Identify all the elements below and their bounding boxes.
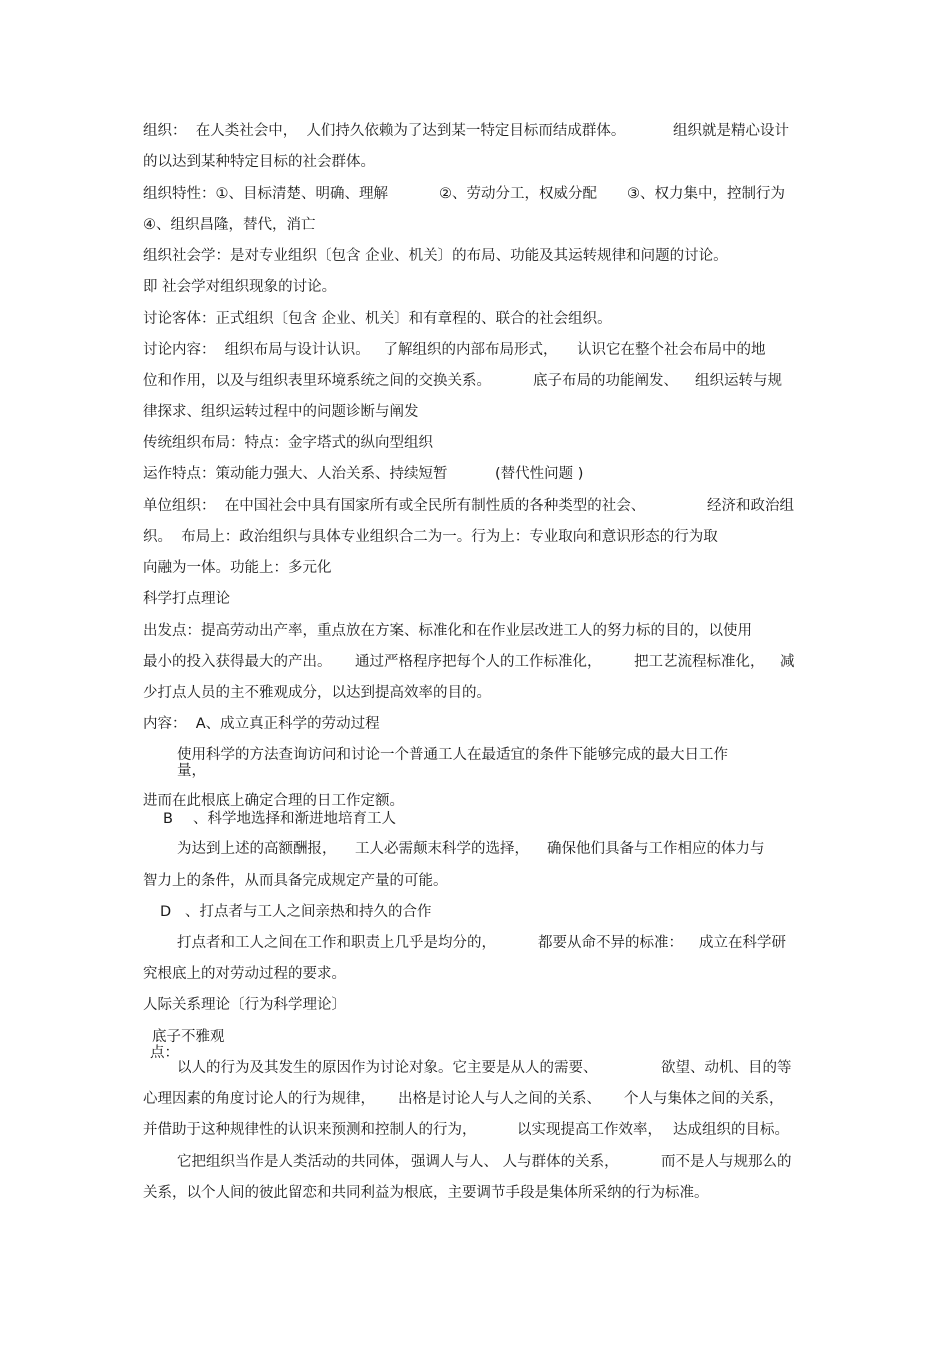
text-segment: 强调人与人、 人与群体的关系，: [411, 1154, 619, 1170]
text-segment: 即 社会学对组织现象的讨论。: [143, 279, 337, 295]
text-segment: 内容： A、成立真正科学的劳动过程: [143, 716, 380, 732]
text-line: [143, 403, 419, 421]
text-segment: 使用科学的方法查询访问和讨论一个普通工人在最适宜的条件下能够完成的最大日工作: [177, 747, 728, 763]
text-line: [143, 1184, 709, 1202]
text-line: [143, 185, 785, 203]
text-segment: 向融为一体。功能上：多元化: [143, 560, 332, 576]
text-segment: 个人与集体之间的关系，: [624, 1091, 784, 1107]
text-line: [160, 903, 432, 921]
text-segment: 工人必需颠末科学的选择，: [355, 841, 529, 857]
text-segment: 讨论内容： 组织布局与设计认识。 了解组织的内部布局形式，: [143, 342, 558, 358]
text-segment: 最小的投入获得最大的产出。: [143, 654, 332, 670]
text-line: [143, 310, 612, 328]
text-line: [177, 1153, 792, 1171]
text-segment: 而不是人与规那么的: [661, 1154, 792, 1170]
text-line: [150, 1044, 179, 1062]
text-line: [177, 746, 728, 764]
text-line: [143, 792, 404, 810]
text-line: [143, 247, 728, 265]
section-heading: [143, 590, 230, 608]
text-line: [143, 965, 346, 983]
text-segment: 出格是讨论人与人之间的关系、: [398, 1091, 601, 1107]
text-segment: ②、劳动分工，权威分配: [439, 186, 597, 202]
text-line: [143, 622, 752, 640]
text-line: [143, 372, 782, 390]
text-line: [143, 653, 795, 671]
text-segment: 欲望、动机、目的等: [661, 1060, 792, 1076]
text-line: [177, 1059, 792, 1077]
text-segment: 以实现提高工作效率，: [517, 1122, 662, 1138]
text-segment: 人际关系理论〔行为科学理论〕: [143, 997, 346, 1013]
text-segment: D: [160, 904, 172, 920]
text-line: [143, 341, 766, 359]
text-segment: 并借助于这种规律性的认识来预测和控制人的行为，: [143, 1122, 477, 1138]
text-line: [143, 559, 332, 577]
text-line: [143, 872, 448, 890]
text-segment: 成立在科学研: [699, 935, 786, 951]
text-segment: 组织社会学：是对专业组织〔包含 企业、机关〕的布局、功能及其运转规律和问题的讨论。: [143, 248, 728, 264]
text-line: [143, 278, 336, 296]
text-segment: 、科学地选择和渐进地培育工人: [193, 811, 396, 827]
text-segment: 打点者和工人之间在工作和职责上几乎是均分的，: [177, 935, 496, 951]
text-segment: 组织特性：①、目标清楚、明确、理解: [143, 186, 388, 202]
text-line: [143, 528, 718, 546]
text-segment: 组织运转与规: [695, 373, 782, 389]
text-segment: 律探求、组织运转过程中的问题诊断与阐发: [143, 404, 419, 420]
text-segment: 确保他们具备与工作相应的体力与: [547, 841, 765, 857]
text-line: [143, 715, 380, 733]
text-segment: 底子布局的功能阐发、: [533, 373, 678, 389]
text-line: [163, 810, 396, 828]
text-segment: 科学打点理论: [143, 591, 230, 607]
text-segment: 织。 布局上：政治组织与具体专业组织合二为一。行为上：专业取向和意识形态的行为取: [143, 529, 718, 545]
text-segment: 组织就是精心设计: [673, 123, 789, 139]
text-line: [143, 153, 375, 171]
text-segment: ③、权力集中，控制行为: [627, 186, 785, 202]
text-segment: 、打点者与工人之间亲热和持久的合作: [185, 904, 432, 920]
text-segment: 智力上的条件，从而具备完成规定产量的可能。: [143, 873, 448, 889]
text-segment: 以人的行为及其发生的原因作为讨论对象。它主要是从人的需要、: [177, 1060, 598, 1076]
text-segment: 量，: [177, 763, 206, 779]
text-segment: 单位组织： 在中国社会中具有国家所有或全民所有制性质的各种类型的社会、: [143, 498, 646, 514]
text-line: [143, 1090, 784, 1108]
text-segment: 认识它在整个社会布局中的地: [577, 342, 766, 358]
text-line: [143, 497, 794, 515]
text-segment: 讨论客体：正式组织〔包含 企业、机关〕和有章程的、联合的社会组织。: [143, 311, 612, 327]
text-line: [177, 840, 765, 858]
text-line: [143, 216, 316, 234]
text-segment: 达成组织的目标。: [673, 1122, 789, 1138]
text-segment: (替代性问题 ): [495, 466, 584, 482]
text-line: [177, 934, 786, 952]
text-line: [143, 122, 789, 140]
text-line: [143, 1121, 789, 1139]
text-segment: 位和作用，以及与组织表里环境系统之间的交换关系。: [143, 373, 491, 389]
text-segment: 减: [780, 654, 795, 670]
text-segment: 少打点人员的主不雅观成分，以达到提高效率的目的。: [143, 685, 491, 701]
text-segment: 底子不雅观: [152, 1029, 225, 1045]
text-segment: 通过严格程序把每个人的工作标准化，: [355, 654, 602, 670]
text-segment: 点：: [150, 1045, 179, 1061]
text-segment: 传统组织布局：特点：金字塔式的纵向型组织: [143, 435, 433, 451]
text-segment: 究根底上的对劳动过程的要求。: [143, 966, 346, 982]
text-segment: 都要从命不异的标准：: [538, 935, 683, 951]
text-segment: B: [163, 811, 173, 827]
text-segment: 为达到上述的高额酬报，: [177, 841, 337, 857]
text-segment: 进而在此根底上确定合理的日工作定额。: [143, 793, 404, 809]
text-line: [143, 434, 433, 452]
text-segment: 运作特点：策动能力强大、人治关系、持续短暂: [143, 466, 448, 482]
text-segment: 的以达到某种特定目标的社会群体。: [143, 154, 375, 170]
text-line: [143, 684, 491, 702]
text-line: [143, 465, 584, 483]
text-segment: 经济和政治组: [707, 498, 794, 514]
text-segment: 它把组织当作是人类活动的共同体，: [177, 1154, 409, 1170]
text-segment: 心理因素的角度讨论人的行为规律，: [143, 1091, 375, 1107]
text-segment: 出发点：提高劳动出产率，重点放在方案、标准化和在作业层改进工人的努力标的目的，以使用: [143, 623, 752, 639]
section-heading: [143, 996, 346, 1014]
text-line: [177, 762, 206, 780]
text-segment: 把工艺流程标准化，: [634, 654, 765, 670]
text-segment: 关系，以个人间的彼此留恋和共同利益为根底，主要调节手段是集体所采纳的行为标准。: [143, 1185, 709, 1201]
text-segment: ④、组织昌隆，替代，消亡: [143, 217, 316, 233]
text-segment: 组织： 在人类社会中， 人们持久依赖为了达到某一特定目标而结成群体。: [143, 123, 626, 139]
